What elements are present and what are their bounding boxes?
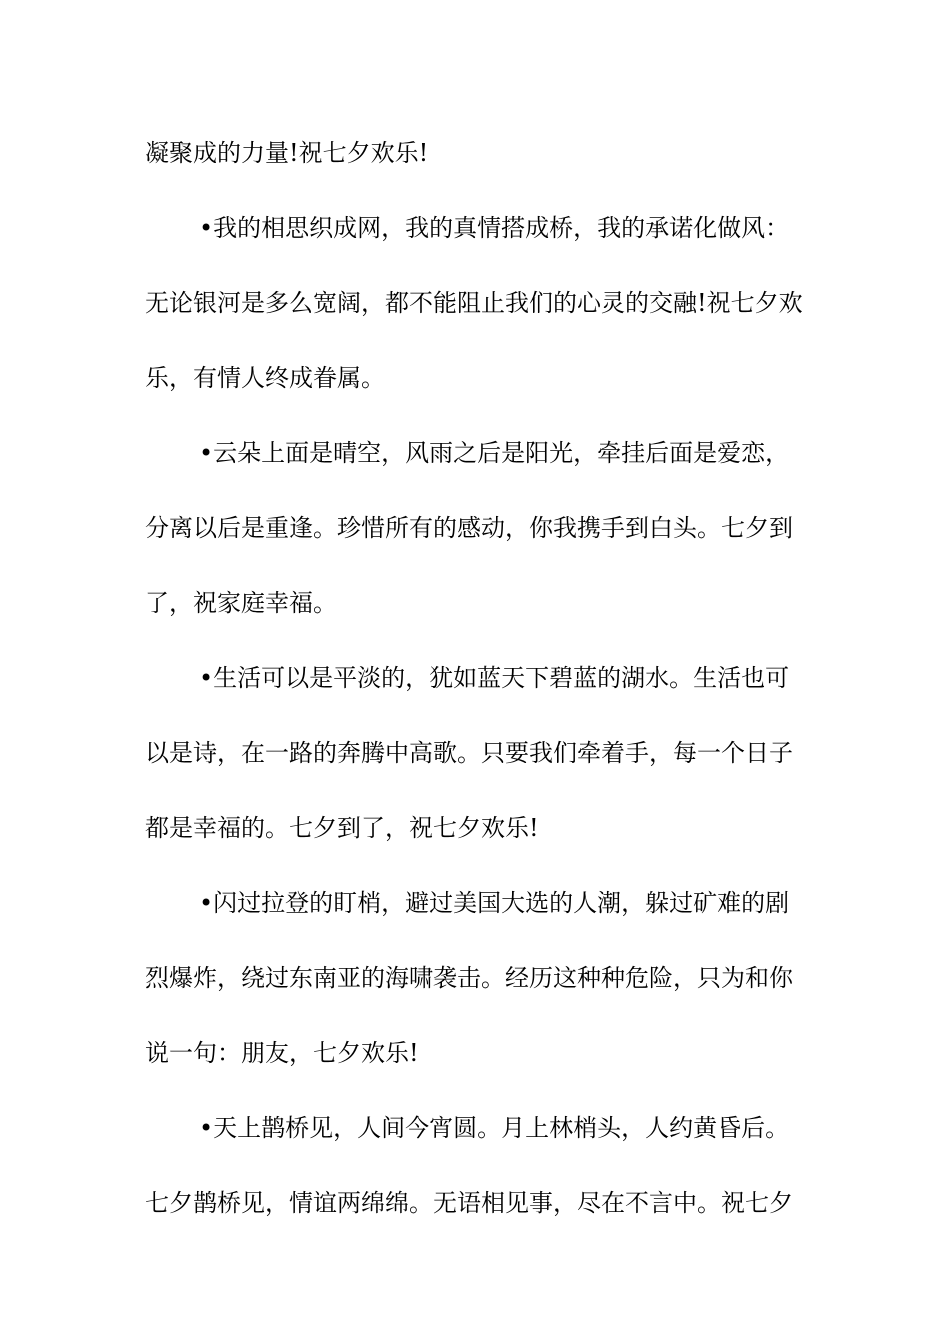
text-line: 乐，有情人终成眷属。: [145, 364, 385, 392]
bullet-paragraph-start: •闪过拉登的盯梢，避过美国大选的人潮，躲过矿难的剧: [199, 889, 790, 917]
text-line: 说一句：朋友，七夕欢乐!: [145, 1039, 419, 1067]
text-line: 了，祝家庭幸福。: [145, 589, 337, 617]
document-page: [145, 123, 810, 1248]
bullet-paragraph-start: •云朵上面是晴空，风雨之后是阳光，牵挂后面是爱恋，: [199, 439, 790, 467]
text-line: 烈爆炸，绕过东南亚的海啸袭击。经历这种种危险，只为和你: [145, 964, 793, 992]
text-line: 以是诗，在一路的奔腾中高歌。只要我们牵着手，每一个日子: [145, 739, 793, 767]
bullet-paragraph-start: •生活可以是平淡的，犹如蓝天下碧蓝的湖水。生活也可: [199, 664, 790, 692]
bullet-paragraph-start: •天上鹊桥见，人间今宵圆。月上林梢头，人约黄昏后。: [199, 1114, 790, 1142]
text-line: 分离以后是重逢。珍惜所有的感动，你我携手到白头。七夕到: [145, 514, 793, 542]
text-line: 都是幸福的。七夕到了，祝七夕欢乐!: [145, 814, 539, 842]
text-line: 凝聚成的力量!祝七夕欢乐!: [145, 139, 429, 167]
text-line: 无论银河是多么宽阔，都不能阻止我们的心灵的交融!祝七夕欢: [145, 289, 803, 317]
bullet-paragraph-start: •我的相思织成网，我的真情搭成桥，我的承诺化做风：: [199, 214, 790, 242]
text-line: 七夕鹊桥见，情谊两绵绵。无语相见事，尽在不言中。祝七夕: [145, 1189, 793, 1217]
